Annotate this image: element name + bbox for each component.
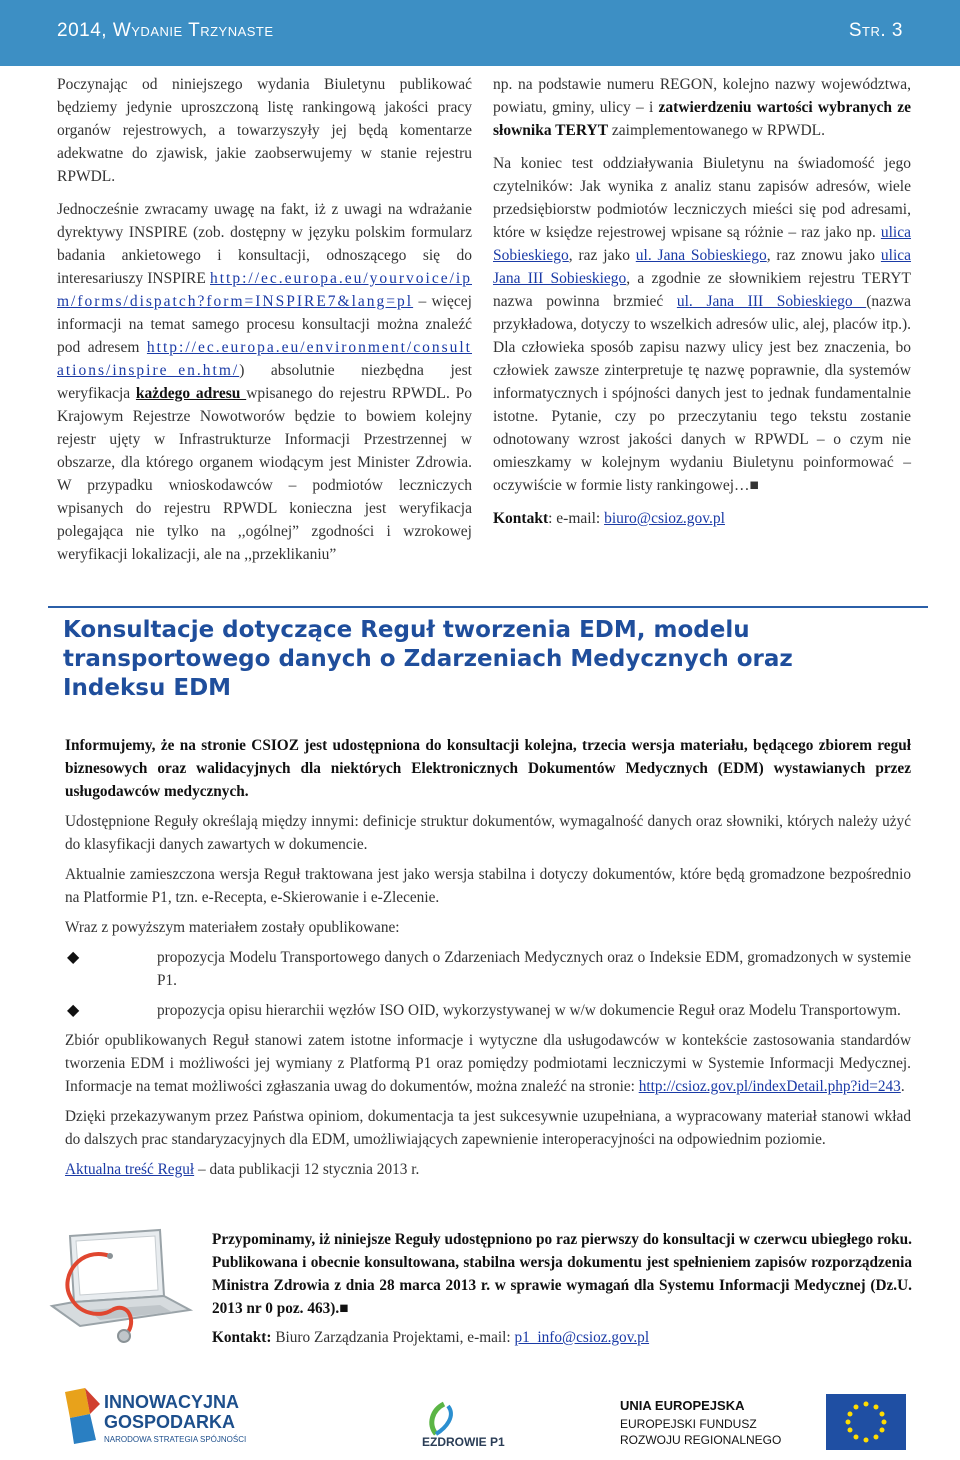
- section-title: Konsultacje dotyczące Reguł tworzenia EDM, modelu transportowego danych o Zdarzeniach Medycznych oraz Indeksu EDM: [63, 617, 793, 701]
- logo-text-1: UNIA EUROPEJSKA: [620, 1398, 745, 1413]
- current-rules-link[interactable]: Aktualna treść Reguł: [65, 1161, 195, 1178]
- underlined-street-4: ul. Jana III Sobieskiego: [676, 293, 867, 310]
- bold-text: zatwierdzeniu wartości wybranych ze słownika TERYT: [493, 99, 911, 139]
- ezdrowie-logo: [414, 1398, 522, 1450]
- logo-text-2: GOSPODARKA: [104, 1412, 236, 1432]
- bold-underline-text: każdego adresu: [135, 385, 247, 402]
- text-run: ) absolutnie niezbędna jest weryfikacja: [57, 362, 472, 402]
- text-run: , raz jako: [568, 247, 636, 264]
- text-run: Zbiór opublikowanych Reguł stanowi zatem istotne informacje i wytyczne dla usługodawców w kontekście zastosowania standardów tworzenia EDM i możliwości jej wymiany z Platformą P1 oraz pomiędzy podmiotami leczniczymi w Systemie Informacji Medycznej. Informacje na temat możliwości zgłaszania uwag do dokumentów, można znaleźć na stronie:: [65, 1032, 911, 1095]
- text-run: .: [900, 1078, 905, 1095]
- reminder-contact: [212, 1326, 912, 1349]
- right-paragraph-1: [493, 73, 911, 142]
- main-article: [65, 734, 911, 1188]
- contact-email-link[interactable]: biuro@csioz.gov.pl: [604, 510, 725, 527]
- text-run: Biuro Zarządzania Projektami, e-mail:: [271, 1329, 515, 1346]
- reminder-paragraph: [212, 1228, 912, 1320]
- text-run: np. na podstawie numeru REGON, kolejno nazwy województwa, powiatu, gminy, ulicy – i: [493, 76, 911, 116]
- eu-fund-logo: [610, 1390, 910, 1454]
- logo-text-1: INNOWACYJNA: [104, 1392, 240, 1412]
- intro-bold-text: Informujemy, że na stronie CSIOZ jest udostępniona do konsultacji kolejna, trzecia wersja materiału, będącego zbiorem reguł biznesowych oraz walidacyjnych dla niektórych Elektronicznych Dokumentów Medycznych (EDM) wystawianych przez usługodawców medycznych.: [65, 737, 911, 800]
- text-run: – więcej informacji na temat samego procesu konsultacji można znaleźć pod adresem: [57, 293, 472, 356]
- inspire-consultations-link[interactable]: http://ec.europa.eu/environment/consultations/inspire_en.htm/: [57, 339, 472, 379]
- page-header: [0, 0, 960, 66]
- left-paragraph-2: [57, 198, 472, 566]
- list-item-text: propozycja Modelu Transportowego danych o Zdarzeniach Medycznych oraz o Indeksie EDM, gromadzonych w systemie P1.: [157, 949, 911, 989]
- page-number: Str. 3: [848, 20, 903, 41]
- text-run: Na koniec test oddziaływania Biuletynu na świadomość jego czytelników: Jak wynika z analiz stanu zapisów adresów, wiele przedsiębiorstw podmiotów leczniczych mieści się pod adresami, które w księdze rejestrowej wpisane są różnie – raz jako np.: [493, 155, 911, 241]
- csioz-detail-link[interactable]: http://csioz.gov.pl/indexDetail.php?id=243: [638, 1078, 901, 1095]
- text-run: , raz znowu jako: [766, 247, 881, 264]
- underlined-street-1: ulica Sobieskiego: [493, 224, 911, 264]
- list-item: [65, 946, 911, 992]
- underlined-street-3: ulica Jana III Sobieskiego: [493, 247, 912, 287]
- list-item-text: propozycja opisu hierarchii węzłów ISO OID, wykorzystywanej w w/w dokumencie Reguł oraz Modelu Transportowym.: [157, 1002, 901, 1019]
- intro-paragraph: [65, 734, 911, 803]
- right-column: [493, 73, 911, 540]
- p1-email-link[interactable]: p1_info@csioz.gov.pl: [514, 1329, 650, 1346]
- main-paragraph-5: Dzięki przekazywanym przez Państwa opiniom, dokumentacja ta jest sukcesywnie uzupełniana, a wypracowany materiał stanowi wkład do dalszych prac standaryzacyjnych dla EDM, umożliwiających zapewnienie interoperacyjności na odpowiednim poziomie.: [65, 1108, 911, 1148]
- main-paragraph-4: [65, 1029, 911, 1098]
- logo-text-3: NARODOWA STRATEGIA SPÓJNOŚCI: [104, 1435, 247, 1444]
- issue-label: 2014, Wydanie Trzynaste: [57, 20, 274, 41]
- text-run: wpisanego do rejestru RPWDL. Po Krajowym Rejestrze Nowotworów będzie to bowiem kolejny rejestr ujęty w Infrastrukturze Informacji Przestrzennej w obszarze, dla którego organem wiodącym jest Minister Zdrowia. W przypadku wnioskodawców – podmiotów leczniczych wpisanych do rejestru RPWDL konieczna jest weryfikacja polegająca nie tylko na ,,ogólnej” zgodności i wzrokowej weryfikacji lokalizacji, ale na ,,przeklikaniu”: [57, 385, 473, 563]
- contact-label: Kontakt:: [212, 1329, 272, 1346]
- text-run: (nazwa przykładowa, dotyczy to wszelkich adresów ulic, alej, placów itp.). Dla człowieka sposób zapisu nazwy ulicy jest bez znaczenia, bo człowiek zawsze zinterpretuje tę nazwę poprawnie, dla systemów informatycznych i spójności danych jest to jednak fundamentalnie istotne. Pytanie, czy po przeczytaniu tego tekstu zostanie odnotowany wzrost jakości danych w RPWDL – o czym nie omieszkamy w kolejnym wydaniu Biuletynu poinformować – oczywiście w formie listy rankingowej…■: [493, 293, 911, 494]
- reminder-bold-text: Przypominamy, iż niniejsze Reguły udostępniono po raz pierwszy do konsultacji w czerwcu ubiegłego roku. Publikowana i obecnie konsultowana, stabilna wersja dokumentu jest spełnieniem zapisów rozporządzenia Ministra Zdrowia z dnia 28 marca 2013 r. w sprawie wymagań dla Systemu Informacji Medycznej (Dz.U. 2013 nr 0 poz. 463).■: [212, 1231, 912, 1317]
- underlined-street-2: ul. Jana Sobieskiego: [635, 247, 767, 264]
- inspire-form-link[interactable]: http://ec.europa.eu/yourvoice/ipm/forms/dispatch?form=INSPIRE7&lang=pl: [57, 270, 472, 310]
- right-contact: [493, 507, 911, 530]
- innowacyjna-gospodarka-logo: [60, 1384, 250, 1454]
- reminder-box: [212, 1228, 912, 1355]
- diamond-bullet-icon: ◆: [67, 949, 80, 966]
- laptop-stethoscope-image: [40, 1226, 200, 1346]
- diamond-bullet-icon: ◆: [67, 1002, 80, 1019]
- section-divider: [48, 606, 928, 608]
- text-run: zaimplementowanego w RPWDL.: [608, 122, 825, 139]
- text-run: Jednocześnie zwracamy uwagę na fakt, iż z uwagi na wdrażanie dyrektywy INSPIRE (zob. dostępny w języku polskim formularz badania ankietowego i konsultacji, odnoszącego się do interesariuszy INSPIRE: [57, 201, 472, 287]
- main-paragraph-3: Wraz z powyższym materiałem zostały opublikowane:: [65, 919, 400, 936]
- logo-text: EZDROWIE P1: [422, 1435, 505, 1449]
- logo-text-2: EUROPEJSKI FUNDUSZ: [620, 1417, 757, 1431]
- main-paragraph-2: Aktualnie zamieszczona wersja Reguł traktowana jest jako wersja stabilna i dotyczy dokumentów, które będą gromadzone bezpośrednio na Platformie P1, tzn. e-Recepta, e-Skierowanie i e-Zlecenie.: [65, 866, 911, 906]
- logo-text-3: ROZWOJU REGIONALNEGO: [620, 1433, 782, 1447]
- text-run: : e-mail:: [548, 510, 605, 527]
- left-paragraph-1: Poczynając od niniejszego wydania Biuletynu publikować będziemy jedynie uproszczoną listę rankingową jakości pracy organów rejestrowych, a towarzyszyły jej będą komentarze adekwatne do zjawisk, jakie zaobserwujemy w stanie rejestru RPWDL.: [57, 76, 472, 185]
- text-run: – data publikacji 12 stycznia 2013 r.: [194, 1161, 420, 1178]
- right-paragraph-2: [493, 152, 911, 497]
- left-column: [57, 73, 472, 576]
- text-run: , a zgodnie ze słownikiem rejestru TERYT nazwa powinna brzmieć: [493, 270, 911, 310]
- main-paragraph-6: [65, 1158, 911, 1181]
- contact-label: Kontakt: [493, 510, 549, 527]
- published-list: [65, 946, 911, 1022]
- list-item: [65, 999, 911, 1022]
- main-paragraph-1: Udostępnione Reguły określają między innymi: definicje struktur dokumentów, wymagalność danych oraz słowniki, których należy użyć do klasyfikacji danych zawartych w dokumencie.: [65, 813, 911, 853]
